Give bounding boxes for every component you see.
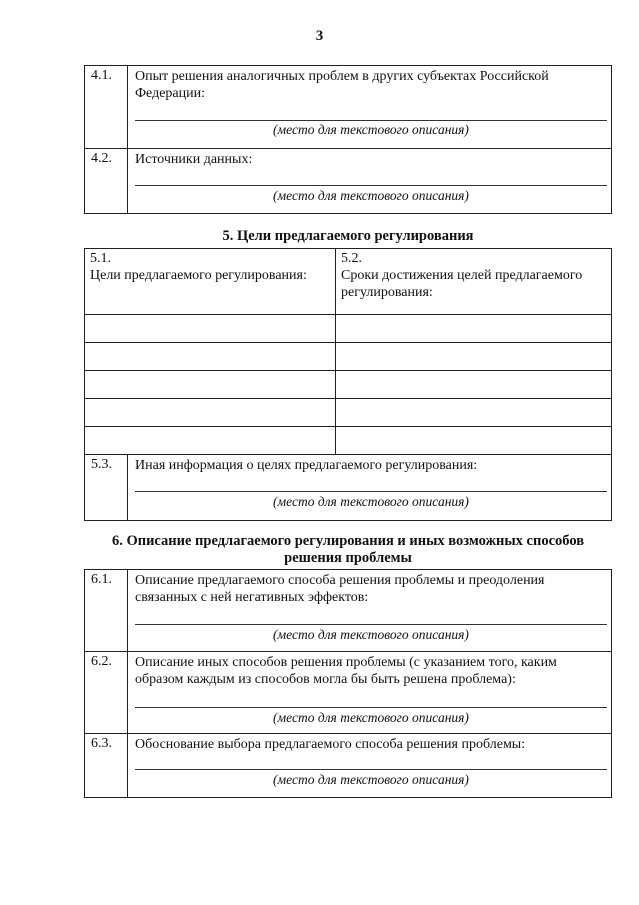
goals-header-row (85, 249, 611, 314)
row-6-1 (85, 570, 611, 651)
goals-empty-row[interactable] (85, 370, 611, 398)
row-4-2 (85, 148, 611, 213)
column-divider (335, 315, 336, 342)
placeholder-text: (место для текстового описания) (273, 772, 469, 787)
page-number: 3 (315, 28, 324, 44)
row-number: 6.1. (85, 570, 128, 651)
placeholder-text: (место для текстового описания) (273, 710, 469, 725)
section4-table (84, 65, 612, 214)
goals-empty-row[interactable] (85, 342, 611, 370)
row-text: Описание предлагаемого способа решения проблемы и преодоления связанных с ней негативных эффектов: (135, 573, 545, 605)
row-text: Обоснование выбора предлагаемого способа решения проблемы: (135, 737, 526, 752)
column-title: Цели предлагаемого регулирования: (90, 268, 307, 283)
row-5-3 (85, 454, 611, 520)
column-divider (335, 399, 336, 426)
placeholder-text: (место для текстового описания) (273, 188, 469, 203)
row-number: 4.1. (85, 66, 128, 148)
row-number: 6.2. (85, 652, 128, 733)
row-text: Источники данных: (135, 152, 253, 167)
answer-line[interactable] (135, 624, 607, 625)
placeholder-text: (место для текстового описания) (273, 122, 469, 137)
column-number: 5.2. (341, 251, 362, 266)
section6-table (84, 569, 612, 798)
answer-line[interactable] (135, 769, 607, 770)
section5-table (84, 248, 612, 521)
placeholder-text: (место для текстового описания) (273, 627, 469, 642)
row-number: 6.3. (85, 734, 128, 797)
goals-empty-row[interactable] (85, 398, 611, 426)
row-number: 5.3. (85, 455, 128, 520)
section5-heading: 5. Цели предлагаемого регулирования (222, 228, 474, 244)
row-4-1 (85, 66, 611, 148)
goals-column-header (85, 249, 335, 314)
row-text: Опыт решения аналогичных проблем в других субъектах Российской Федерации: (135, 69, 549, 101)
column-divider (335, 343, 336, 370)
goals-empty-row[interactable] (85, 426, 611, 454)
goals-empty-row[interactable] (85, 314, 611, 342)
row-6-3 (85, 733, 611, 797)
row-number: 4.2. (85, 149, 128, 213)
deadlines-column-header (336, 249, 611, 314)
answer-line[interactable] (135, 185, 607, 186)
column-title: Сроки достижения целей предлагаемого регулирования: (341, 268, 583, 300)
row-text: Иная информация о целях предлагаемого регулирования: (135, 458, 478, 473)
answer-line[interactable] (135, 707, 607, 708)
row-text: Описание иных способов решения проблемы (с указанием того, каким образом каждым из способов могла бы быть решена проблема): (135, 655, 557, 687)
column-divider (335, 427, 336, 454)
answer-line[interactable] (135, 491, 607, 492)
row-6-2 (85, 651, 611, 733)
column-number: 5.1. (90, 251, 111, 266)
answer-line[interactable] (135, 120, 607, 121)
column-divider (335, 371, 336, 398)
section6-heading: 6. Описание предлагаемого регулирования и иных возможных способов решения проблемы (111, 533, 585, 566)
placeholder-text: (место для текстового описания) (273, 494, 469, 509)
